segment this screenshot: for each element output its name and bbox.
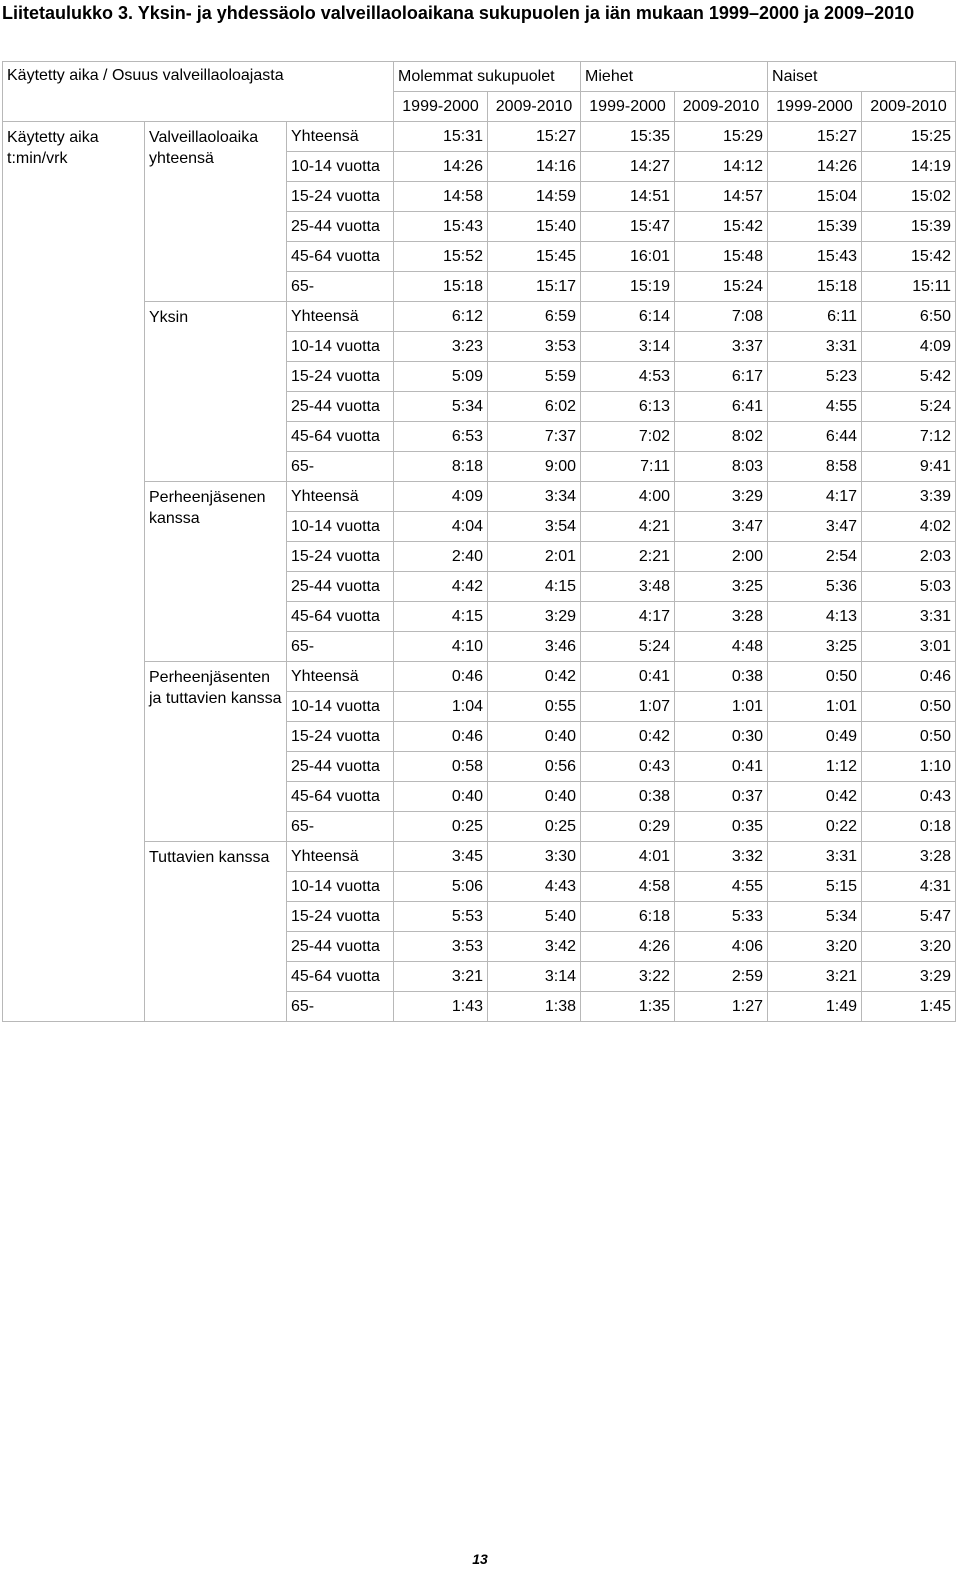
- value-cell: 1:01: [768, 692, 862, 722]
- value-cell: 4:17: [768, 482, 862, 512]
- value-cell: 3:21: [768, 962, 862, 992]
- data-table: [2, 61, 956, 1022]
- value-cell: 6:13: [581, 392, 675, 422]
- row-label: 45-64 vuotta: [287, 422, 394, 452]
- value-cell: 3:54: [488, 512, 581, 542]
- value-cell: 7:11: [581, 452, 675, 482]
- value-cell: 5:03: [862, 572, 956, 602]
- value-cell: 8:58: [768, 452, 862, 482]
- value-cell: 4:09: [394, 482, 488, 512]
- value-cell: 5:36: [768, 572, 862, 602]
- value-cell: 0:38: [675, 662, 768, 692]
- value-cell: 15:27: [768, 122, 862, 152]
- value-cell: 1:12: [768, 752, 862, 782]
- value-cell: 1:10: [862, 752, 956, 782]
- value-cell: 4:48: [675, 632, 768, 662]
- value-cell: 15:18: [768, 272, 862, 302]
- row-label: 65-: [287, 452, 394, 482]
- value-cell: 2:54: [768, 542, 862, 572]
- value-cell: 14:16: [488, 152, 581, 182]
- value-cell: 3:25: [675, 572, 768, 602]
- value-cell: 5:42: [862, 362, 956, 392]
- value-cell: 6:44: [768, 422, 862, 452]
- value-cell: 0:29: [581, 812, 675, 842]
- row-label: 10-14 vuotta: [287, 512, 394, 542]
- row-label: 25-44 vuotta: [287, 752, 394, 782]
- group-header-women: Naiset: [768, 62, 956, 92]
- year-header: 2009-2010: [675, 92, 768, 122]
- table-row: [3, 482, 956, 512]
- value-cell: 14:26: [768, 152, 862, 182]
- value-cell: 3:31: [862, 602, 956, 632]
- value-cell: 4:53: [581, 362, 675, 392]
- year-header: 1999-2000: [394, 92, 488, 122]
- row-label: 10-14 vuotta: [287, 152, 394, 182]
- value-cell: 5:09: [394, 362, 488, 392]
- value-cell: 15:29: [675, 122, 768, 152]
- value-cell: 6:41: [675, 392, 768, 422]
- row-label: 45-64 vuotta: [287, 782, 394, 812]
- value-cell: 4:15: [488, 572, 581, 602]
- value-cell: 7:02: [581, 422, 675, 452]
- table-body: [3, 62, 956, 1022]
- value-cell: 4:09: [862, 332, 956, 362]
- value-cell: 3:14: [488, 962, 581, 992]
- value-cell: 15:42: [862, 242, 956, 272]
- value-cell: 15:47: [581, 212, 675, 242]
- value-cell: 7:12: [862, 422, 956, 452]
- value-cell: 0:49: [768, 722, 862, 752]
- value-cell: 15:25: [862, 122, 956, 152]
- table-row: [3, 662, 956, 692]
- table-row: [3, 122, 956, 152]
- row-label: 45-64 vuotta: [287, 242, 394, 272]
- value-cell: 3:01: [862, 632, 956, 662]
- value-cell: 15:45: [488, 242, 581, 272]
- page-title: Liitetaulukko 3. Yksin- ja yhdessäolo valveillaoloaikana sukupuolen ja iän mukaan 1999–2000 ja 2009–2010: [2, 3, 915, 23]
- value-cell: 4:15: [394, 602, 488, 632]
- value-cell: 1:27: [675, 992, 768, 1022]
- value-cell: 0:41: [581, 662, 675, 692]
- value-cell: 3:47: [768, 512, 862, 542]
- value-cell: 5:15: [768, 872, 862, 902]
- value-cell: 0:43: [581, 752, 675, 782]
- value-cell: 3:34: [488, 482, 581, 512]
- value-cell: 3:28: [675, 602, 768, 632]
- section-label: Perheenjäsenen kanssa: [145, 482, 287, 662]
- section-label: Yksin: [145, 302, 287, 482]
- value-cell: 14:27: [581, 152, 675, 182]
- value-cell: 3:14: [581, 332, 675, 362]
- value-cell: 1:04: [394, 692, 488, 722]
- value-cell: 15:39: [862, 212, 956, 242]
- value-cell: 3:21: [394, 962, 488, 992]
- value-cell: 6:02: [488, 392, 581, 422]
- row-label: 65-: [287, 272, 394, 302]
- value-cell: 0:42: [581, 722, 675, 752]
- value-cell: 6:12: [394, 302, 488, 332]
- year-header: 1999-2000: [768, 92, 862, 122]
- value-cell: 14:51: [581, 182, 675, 212]
- row-label: 45-64 vuotta: [287, 962, 394, 992]
- value-cell: 15:43: [768, 242, 862, 272]
- value-cell: 15:40: [488, 212, 581, 242]
- value-cell: 4:06: [675, 932, 768, 962]
- value-cell: 0:43: [862, 782, 956, 812]
- value-cell: 3:31: [768, 332, 862, 362]
- value-cell: 0:58: [394, 752, 488, 782]
- value-cell: 6:18: [581, 902, 675, 932]
- row-label: 25-44 vuotta: [287, 212, 394, 242]
- value-cell: 4:21: [581, 512, 675, 542]
- row-label: Yhteensä: [287, 662, 394, 692]
- value-cell: 0:56: [488, 752, 581, 782]
- value-cell: 0:40: [488, 782, 581, 812]
- value-cell: 2:03: [862, 542, 956, 572]
- row-label: 65-: [287, 632, 394, 662]
- year-header: 1999-2000: [581, 92, 675, 122]
- value-cell: 8:02: [675, 422, 768, 452]
- value-cell: 5:23: [768, 362, 862, 392]
- value-cell: 14:26: [394, 152, 488, 182]
- value-cell: 15:52: [394, 242, 488, 272]
- row-label: 45-64 vuotta: [287, 602, 394, 632]
- value-cell: 1:07: [581, 692, 675, 722]
- value-cell: 15:18: [394, 272, 488, 302]
- row-label: 25-44 vuotta: [287, 392, 394, 422]
- value-cell: 3:28: [862, 842, 956, 872]
- value-cell: 15:04: [768, 182, 862, 212]
- value-cell: 6:53: [394, 422, 488, 452]
- section-label: Perheenjäsenten ja tuttavien kanssa: [145, 662, 287, 842]
- value-cell: 1:45: [862, 992, 956, 1022]
- value-cell: 14:12: [675, 152, 768, 182]
- value-cell: 5:59: [488, 362, 581, 392]
- row-label: 10-14 vuotta: [287, 692, 394, 722]
- value-cell: 9:00: [488, 452, 581, 482]
- section-label: Tuttavien kanssa: [145, 842, 287, 1022]
- value-cell: 8:03: [675, 452, 768, 482]
- value-cell: 15:39: [768, 212, 862, 242]
- value-cell: 4:17: [581, 602, 675, 632]
- table-row: [3, 842, 956, 872]
- value-cell: 15:24: [675, 272, 768, 302]
- value-cell: 15:43: [394, 212, 488, 242]
- value-cell: 3:32: [675, 842, 768, 872]
- value-cell: 15:27: [488, 122, 581, 152]
- value-cell: 4:00: [581, 482, 675, 512]
- group-header-both: Molemmat sukupuolet: [394, 62, 581, 92]
- value-cell: 2:40: [394, 542, 488, 572]
- value-cell: 1:43: [394, 992, 488, 1022]
- value-cell: 5:24: [862, 392, 956, 422]
- value-cell: 4:42: [394, 572, 488, 602]
- value-cell: 0:38: [581, 782, 675, 812]
- value-cell: 1:49: [768, 992, 862, 1022]
- value-cell: 14:19: [862, 152, 956, 182]
- value-cell: 4:13: [768, 602, 862, 632]
- value-cell: 9:41: [862, 452, 956, 482]
- year-header: 2009-2010: [862, 92, 956, 122]
- value-cell: 15:35: [581, 122, 675, 152]
- row-label: 15-24 vuotta: [287, 722, 394, 752]
- value-cell: 0:46: [862, 662, 956, 692]
- value-cell: 0:50: [862, 722, 956, 752]
- value-cell: 0:40: [488, 722, 581, 752]
- value-cell: 4:26: [581, 932, 675, 962]
- value-cell: 5:34: [768, 902, 862, 932]
- value-cell: 3:31: [768, 842, 862, 872]
- value-cell: 2:00: [675, 542, 768, 572]
- value-cell: 14:57: [675, 182, 768, 212]
- value-cell: 6:17: [675, 362, 768, 392]
- value-cell: 3:29: [862, 962, 956, 992]
- value-cell: 3:23: [394, 332, 488, 362]
- value-cell: 3:29: [488, 602, 581, 632]
- row-label: 15-24 vuotta: [287, 902, 394, 932]
- value-cell: 15:11: [862, 272, 956, 302]
- value-cell: 4:55: [675, 872, 768, 902]
- value-cell: 2:59: [675, 962, 768, 992]
- value-cell: 14:58: [394, 182, 488, 212]
- value-cell: 15:31: [394, 122, 488, 152]
- value-cell: 8:18: [394, 452, 488, 482]
- value-cell: 6:50: [862, 302, 956, 332]
- value-cell: 3:42: [488, 932, 581, 962]
- value-cell: 0:30: [675, 722, 768, 752]
- value-cell: 3:39: [862, 482, 956, 512]
- year-header: 2009-2010: [488, 92, 581, 122]
- value-cell: 16:01: [581, 242, 675, 272]
- row-label: 25-44 vuotta: [287, 572, 394, 602]
- row-label: 15-24 vuotta: [287, 542, 394, 572]
- value-cell: 5:47: [862, 902, 956, 932]
- value-cell: 14:59: [488, 182, 581, 212]
- value-cell: 4:31: [862, 872, 956, 902]
- row-label: 10-14 vuotta: [287, 332, 394, 362]
- value-cell: 15:02: [862, 182, 956, 212]
- value-cell: 5:06: [394, 872, 488, 902]
- value-cell: 4:58: [581, 872, 675, 902]
- value-cell: 3:53: [394, 932, 488, 962]
- value-cell: 0:55: [488, 692, 581, 722]
- value-cell: 0:41: [675, 752, 768, 782]
- value-cell: 3:37: [675, 332, 768, 362]
- row-label: 10-14 vuotta: [287, 872, 394, 902]
- value-cell: 4:43: [488, 872, 581, 902]
- value-cell: 5:24: [581, 632, 675, 662]
- header-row-groups: [3, 62, 956, 92]
- value-cell: 3:22: [581, 962, 675, 992]
- corner-label: Käytetty aika / Osuus valveillaoloajasta: [3, 62, 394, 122]
- value-cell: 7:08: [675, 302, 768, 332]
- row-label: 15-24 vuotta: [287, 362, 394, 392]
- value-cell: 0:46: [394, 722, 488, 752]
- measure-label: Käytetty aika t:min/vrk: [3, 122, 145, 1022]
- section-label: Valveillaoloaika yhteensä: [145, 122, 287, 302]
- table-row: [3, 302, 956, 332]
- value-cell: 6:59: [488, 302, 581, 332]
- row-label: 65-: [287, 812, 394, 842]
- value-cell: 3:20: [862, 932, 956, 962]
- value-cell: 0:50: [862, 692, 956, 722]
- value-cell: 4:04: [394, 512, 488, 542]
- value-cell: 0:50: [768, 662, 862, 692]
- row-label: Yhteensä: [287, 122, 394, 152]
- value-cell: 0:25: [394, 812, 488, 842]
- value-cell: 3:29: [675, 482, 768, 512]
- value-cell: 3:46: [488, 632, 581, 662]
- group-header-men: Miehet: [581, 62, 768, 92]
- value-cell: 0:37: [675, 782, 768, 812]
- value-cell: 0:22: [768, 812, 862, 842]
- page-number: 13: [472, 1551, 488, 1567]
- value-cell: 3:53: [488, 332, 581, 362]
- value-cell: 15:48: [675, 242, 768, 272]
- value-cell: 1:38: [488, 992, 581, 1022]
- value-cell: 5:34: [394, 392, 488, 422]
- value-cell: 4:55: [768, 392, 862, 422]
- value-cell: 3:48: [581, 572, 675, 602]
- value-cell: 15:42: [675, 212, 768, 242]
- row-label: Yhteensä: [287, 302, 394, 332]
- value-cell: 0:35: [675, 812, 768, 842]
- row-label: Yhteensä: [287, 842, 394, 872]
- value-cell: 3:25: [768, 632, 862, 662]
- value-cell: 0:42: [768, 782, 862, 812]
- value-cell: 4:01: [581, 842, 675, 872]
- value-cell: 2:21: [581, 542, 675, 572]
- value-cell: 3:20: [768, 932, 862, 962]
- value-cell: 5:33: [675, 902, 768, 932]
- value-cell: 0:42: [488, 662, 581, 692]
- value-cell: 6:11: [768, 302, 862, 332]
- row-label: 15-24 vuotta: [287, 182, 394, 212]
- value-cell: 0:46: [394, 662, 488, 692]
- value-cell: 4:10: [394, 632, 488, 662]
- value-cell: 7:37: [488, 422, 581, 452]
- value-cell: 2:01: [488, 542, 581, 572]
- row-label: 25-44 vuotta: [287, 932, 394, 962]
- value-cell: 0:18: [862, 812, 956, 842]
- value-cell: 3:47: [675, 512, 768, 542]
- value-cell: 5:53: [394, 902, 488, 932]
- value-cell: 3:45: [394, 842, 488, 872]
- value-cell: 5:40: [488, 902, 581, 932]
- value-cell: 0:25: [488, 812, 581, 842]
- value-cell: 1:01: [675, 692, 768, 722]
- value-cell: 1:35: [581, 992, 675, 1022]
- value-cell: 6:14: [581, 302, 675, 332]
- value-cell: 0:40: [394, 782, 488, 812]
- value-cell: 4:02: [862, 512, 956, 542]
- value-cell: 3:30: [488, 842, 581, 872]
- value-cell: 15:19: [581, 272, 675, 302]
- value-cell: 15:17: [488, 272, 581, 302]
- row-label: 65-: [287, 992, 394, 1022]
- row-label: Yhteensä: [287, 482, 394, 512]
